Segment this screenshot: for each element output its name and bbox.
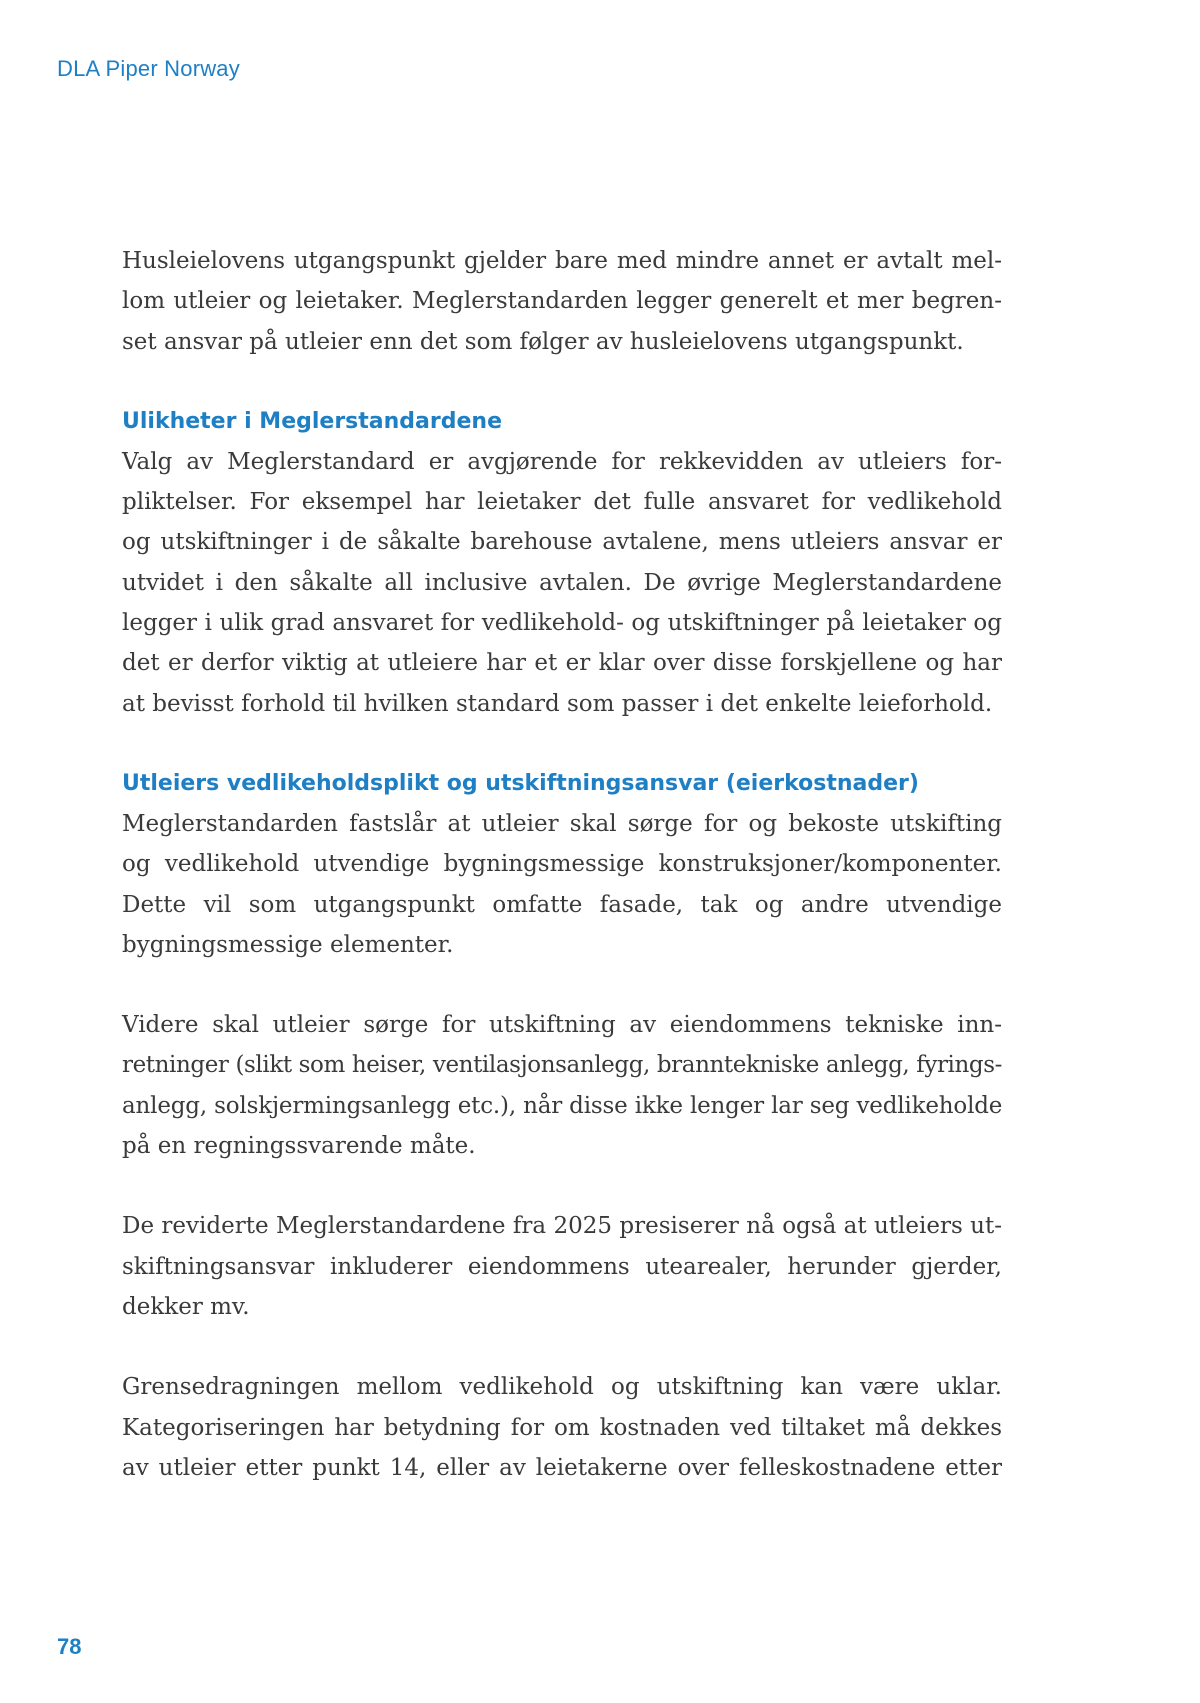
page-number: 78 [57, 1634, 82, 1659]
text-line: Meglerstandarden fastslår at utleier skal sørge for og bekoste utskifting [122, 810, 1002, 837]
page-body [122, 241, 1002, 1488]
text-line: det er derfor viktig at utleiere har et er klar over disse forskjellene og har [122, 650, 1002, 677]
paragraph-vedlikeholdsplikt [122, 804, 1002, 965]
text-line: Kategoriseringen har betydning for om kostnaden ved tiltaket må dekkes [122, 1414, 1002, 1441]
text-line: pliktelser. For eksempel har leietaker det fulle ansvaret for vedlikehold [122, 489, 1002, 516]
text-line: Valg av Meglerstandard er avgjørende for rekkevidden av utleiers for- [122, 448, 1002, 475]
text-line: anlegg, solskjermingsanlegg etc.), når disse ikke lenger lar seg vedlikeholde [122, 1092, 1003, 1119]
paragraph-revidert-2025 [122, 1206, 1002, 1327]
paragraph-tekniske-innretninger [122, 1005, 1002, 1166]
text-line: retninger (slikt som heiser, ventilasjonsanlegg, branntekniske anlegg, fyrings- [122, 1052, 1002, 1079]
text-line: og vedlikehold utvendige bygningsmessige konstruksjoner/komponenter. [122, 851, 1002, 878]
section-heading-vedlikeholdsplikt: Utleiers vedlikeholdsplikt og utskiftningsansvar (eierkostnader) [122, 770, 919, 796]
text-line: utvidet i den såkalte all inclusive avtalen. De øvrige Meglerstandardene [122, 569, 1002, 596]
running-header: DLA Piper Norway [57, 56, 240, 81]
text-line: Videre skal utleier sørge for utskiftning av eiendommens tekniske inn- [122, 1012, 1002, 1039]
paragraph-grensedragning [122, 1367, 1002, 1488]
text-line: dekker mv. [122, 1293, 250, 1320]
text-line: at bevisst forhold til hvilken standard som passer i det enkelte leieforhold. [122, 690, 993, 717]
text-line: og utskiftninger i de såkalte barehouse avtalene, mens utleiers ansvar er [122, 529, 1002, 556]
text-line: på en regningssvarende måte. [122, 1133, 476, 1160]
text-line: bygningsmessige elementer. [122, 931, 454, 958]
section-heading-ulikheter: Ulikheter i Meglerstandardene [122, 408, 502, 434]
text-line: legger i ulik grad ansvaret for vedlikehold- og utskiftninger på leietaker og [122, 610, 1002, 637]
text-line: De reviderte Meglerstandardene fra 2025 presiserer nå også at utleiers ut- [122, 1213, 1002, 1240]
text-line: Grensedragningen mellom vedlikehold og utskiftning kan være uklar. [122, 1374, 1002, 1401]
text-line: lom utleier og leietaker. Meglerstandarden legger generelt et mer begren- [122, 288, 1002, 315]
text-line: Husleielovens utgangspunkt gjelder bare med mindre annet er avtalt mel- [122, 248, 1002, 274]
paragraph-intro [122, 241, 1002, 362]
text-line: av utleier etter punkt 14, eller av leietakerne over felleskostnadene etter [122, 1454, 1002, 1481]
text-line: Dette vil som utgangspunkt omfatte fasade, tak og andre utvendige [122, 891, 1002, 918]
paragraph-ulikheter [122, 442, 1002, 724]
text-line: set ansvar på utleier enn det som følger av husleielovens utgangspunkt. [122, 328, 964, 355]
text-line: skiftningsansvar inkluderer eiendommens utearealer, herunder gjerder, [122, 1253, 1002, 1280]
